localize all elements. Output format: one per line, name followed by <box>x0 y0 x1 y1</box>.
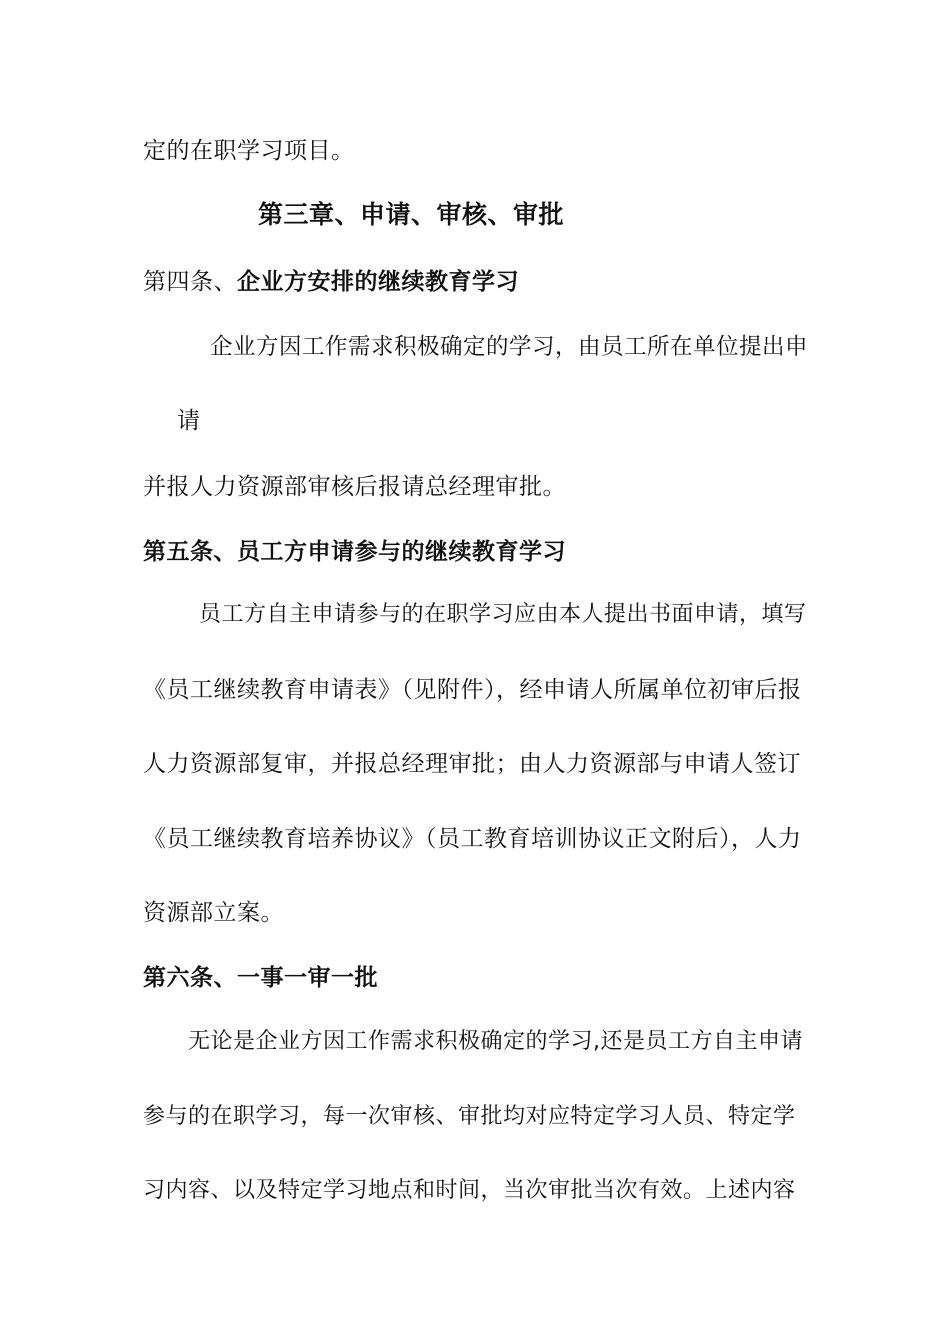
paragraph-line: 《员工继续教育申请表》（见附件），经申请人所属单位初审后报 <box>143 677 802 703</box>
paragraph-line: 无论是企业方因工作需求积极确定的学习,还是员工方自主申请 <box>188 1029 803 1054</box>
paragraph-line: 习内容、以及特定学习地点和时间，当次审批当次有效。上述内容 <box>143 1178 796 1203</box>
paragraph-line: 并报人力资源部审核后报请总经理审批。 <box>143 474 566 500</box>
paragraph-line: 《员工继续教育培养协议》（员工教育培训协议正文附后），人力 <box>143 826 802 852</box>
paragraph-line: 定的在职学习项目。 <box>143 138 355 164</box>
paragraph-line: 人力资源部复审，并报总经理审批；由人力资源部与申请人签订 <box>143 751 801 777</box>
article-heading: 第六条、一事一审一批 <box>143 965 378 991</box>
paragraph-line: 企业方因工作需求积极确定的学习，由员工所在单位提出申 <box>210 334 809 360</box>
chapter-heading: 第三章、申请、审核、审批 <box>258 200 565 229</box>
article-number: 第四条、 <box>143 269 237 295</box>
paragraph-line: 资源部立案。 <box>143 900 284 926</box>
article-heading: 第五条、员工方申请参与的继续教育学习 <box>143 539 566 565</box>
paragraph-line: 参与的在职学习，每一次审核、审批均对应特定学习人员、特定学 <box>143 1104 796 1129</box>
article-heading <box>143 267 519 297</box>
article-title: 企业方安排的继续教育学习 <box>237 269 519 295</box>
paragraph-line: 员工方自主申请参与的在职学习应由本人提出书面申请，填写 <box>199 602 807 627</box>
paragraph-line: 请 <box>177 408 201 434</box>
